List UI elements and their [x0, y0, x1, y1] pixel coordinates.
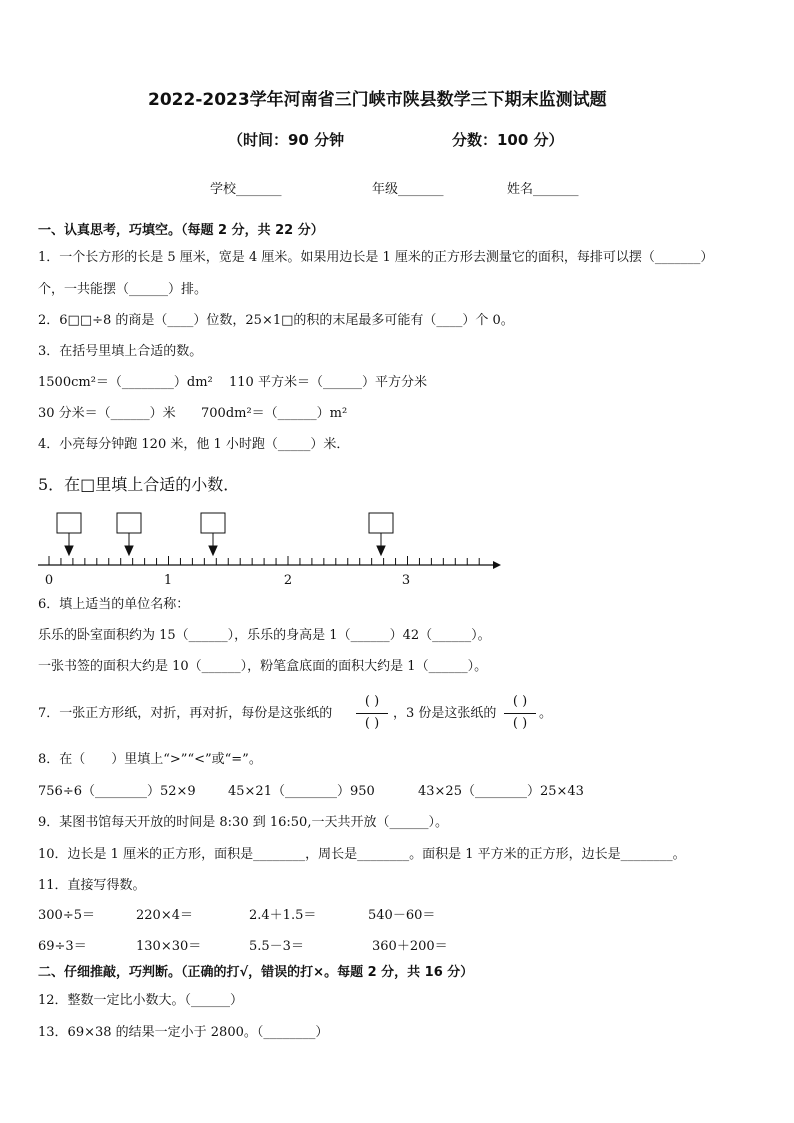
question-8-item-c: 43×25（________）25×43 — [418, 784, 584, 799]
question-7-part-3: 。 — [539, 706, 553, 721]
exam-score: 分数：100 分） — [452, 131, 564, 149]
question-3: 3．在括号里填上合适的数。 — [38, 344, 203, 359]
fraction-bar — [504, 713, 536, 714]
name-field: 姓名_______ — [507, 182, 579, 197]
answer-boxes — [57, 513, 393, 533]
question-5: 5．在□里填上合适的小数． — [38, 475, 240, 494]
question-11: 11．直接写得数。 — [38, 878, 146, 893]
question-3-item-c: 30 分米＝（______）米 — [38, 406, 176, 421]
answer-box — [369, 513, 393, 533]
question-12: 12．整数一定比小数大。（______） — [38, 993, 244, 1008]
section-2-heading: 二、仔细推敲，巧判断。（正确的打√，错误的打×。每题 2 分，共 16 分） — [38, 965, 474, 980]
axis-arrowhead — [493, 561, 501, 569]
question-10: 10．边长是 1 厘米的正方形，面积是________，周长是________。面积是 1 平方米的正方形，边长是________。 — [38, 847, 686, 862]
school-field: 学校_______ — [210, 182, 282, 197]
fraction-numerator: ( ) — [364, 694, 380, 709]
calc-item: 5.5－3＝ — [249, 939, 304, 954]
question-3-item-a: 1500cm²＝（________）dm² — [38, 375, 213, 390]
section-1-heading: 一、认真思考，巧填空。（每题 2 分，共 22 分） — [38, 223, 324, 238]
question-1-line-2: 个，一共能摆（______）排。 — [38, 282, 208, 297]
question-1-line-1: 1．一个长方形的长是 5 厘米，宽是 4 厘米。如果用边长是 1 厘米的正方形去测量它的面积，每排可以摆（_______） — [38, 250, 714, 265]
fraction-denominator: ( ) — [512, 716, 528, 731]
question-6: 6．填上适当的单位名称： — [38, 597, 190, 612]
question-3-item-d: 700dm²＝（______）m² — [201, 406, 348, 421]
calc-item: 69÷3＝ — [38, 939, 87, 954]
fraction-bar — [356, 713, 388, 714]
question-13: 13．69×38 的结果一定小于 2800。（________） — [38, 1025, 329, 1040]
calc-item: 2.4＋1.5＝ — [249, 908, 317, 923]
fraction-numerator: ( ) — [512, 694, 528, 709]
tick-labels — [45, 573, 410, 588]
question-6-line-2: 一张书签的面积大约是 10（______），粉笔盒底面的面积大约是 1（______）。 — [38, 659, 488, 674]
fraction-blank-1 — [355, 694, 389, 734]
calc-item: 220×4＝ — [136, 908, 193, 923]
question-8-item-b: 45×21（________）950 — [228, 784, 375, 799]
question-6-line-1: 乐乐的卧室面积约为 15（______），乐乐的身高是 1（______）42（______）。 — [38, 628, 491, 643]
question-3-item-b: 110 平方米＝（______）平方分米 — [229, 375, 427, 390]
question-8: 8．在（ ）里填上“>”“<”或“=”。 — [38, 752, 262, 767]
axis-ticks — [49, 556, 479, 565]
answer-box — [201, 513, 225, 533]
fraction-denominator: ( ) — [364, 716, 380, 731]
page-title: 2022-2023学年河南省三门峡市陕县数学三下期末监测试题 — [148, 90, 607, 110]
question-2: 2．6□□÷8 的商是（____）位数，25×1□的积的末尾最多可能有（____）个 0。 — [38, 313, 514, 328]
calc-item: 300÷5＝ — [38, 908, 95, 923]
tick-label-1: 1 — [163, 573, 173, 588]
calc-item: 360＋200＝ — [372, 939, 448, 954]
question-7-part-2: ，3 份是这张纸的 — [393, 706, 497, 721]
calc-item: 130×30＝ — [136, 939, 202, 954]
grade-field: 年级_______ — [372, 182, 444, 197]
answer-box — [57, 513, 81, 533]
answer-box — [117, 513, 141, 533]
tick-label-2: 2 — [283, 573, 293, 588]
exam-time: （时间：90 分钟 — [228, 131, 345, 149]
tick-label-0: 0 — [44, 573, 54, 588]
question-4: 4．小亮每分钟跑 120 米，他 1 小时跑（_____）米． — [38, 437, 350, 452]
tick-label-3: 3 — [401, 573, 411, 588]
fraction-blank-2 — [503, 694, 537, 734]
question-9: 9．某图书馆每天开放的时间是 8:30 到 16:50,一天共开放（______）。 — [38, 815, 448, 830]
calc-item: 540－60＝ — [368, 908, 436, 923]
pointer-arrows — [65, 533, 385, 555]
question-7-part-1: 7．一张正方形纸，对折，再对折，每份是这张纸的 — [38, 706, 333, 721]
question-8-item-a: 756÷6（________）52×9 — [38, 784, 196, 799]
